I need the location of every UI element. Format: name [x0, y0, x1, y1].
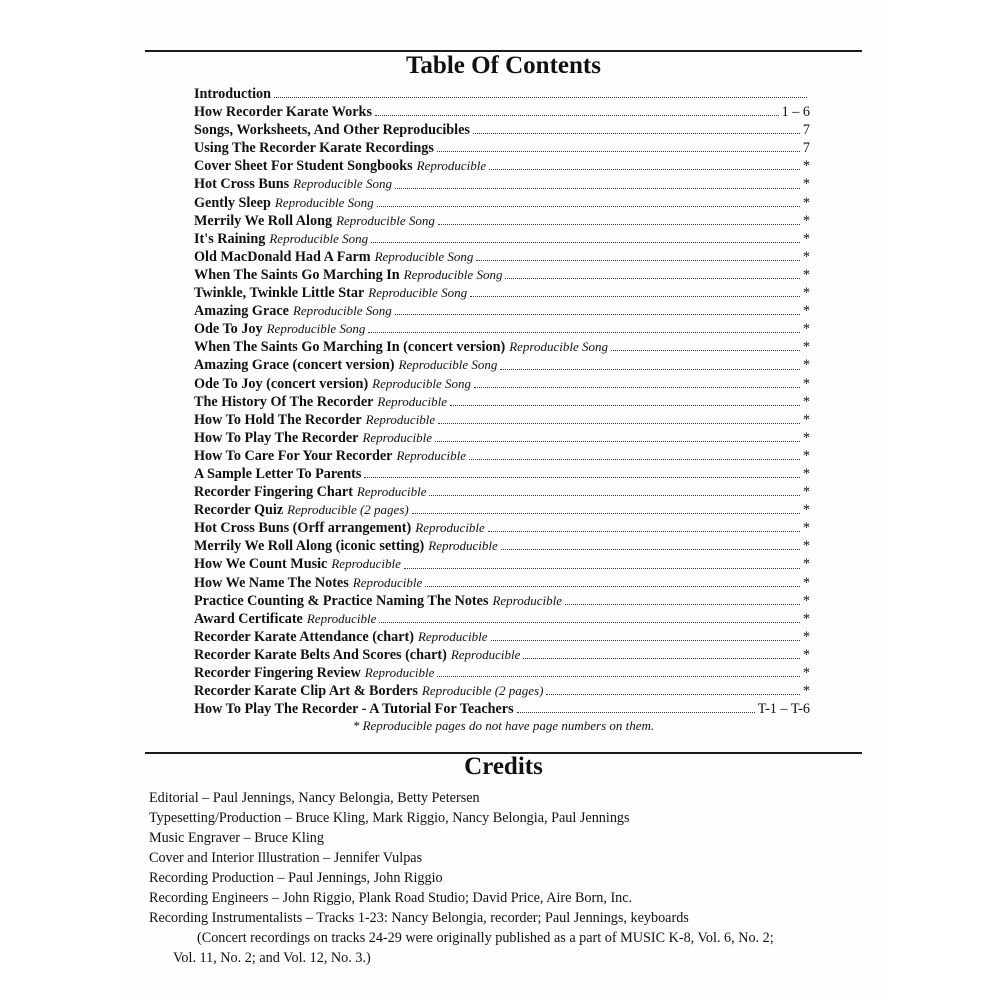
toc-entry-page: * — [802, 230, 810, 247]
toc-entry-title: How To Play The Recorder - A Tutorial For Teachers — [194, 701, 514, 718]
toc-entry-page: * — [802, 393, 810, 410]
toc-entry-title: Hot Cross Buns — [194, 176, 290, 193]
toc-entry-title: Cover Sheet For Student Songbooks — [194, 158, 413, 175]
toc-entry-title: Gently Sleep — [194, 194, 271, 211]
toc-entry-title: A Sample Letter To Parents — [194, 465, 362, 482]
toc-entry-title: How We Count Music — [194, 556, 328, 573]
dot-leader — [368, 328, 799, 333]
toc-entry-subtitle: Reproducible — [377, 393, 447, 409]
toc-entry-title: Ode To Joy — [194, 321, 263, 338]
toc-entry-page: * — [802, 158, 810, 175]
toc-entry — [194, 139, 810, 157]
toc-entry-page: * — [802, 194, 810, 211]
toc-entry-page: * — [802, 538, 810, 555]
toc-entry-page: * — [802, 248, 810, 265]
toc-entry — [194, 248, 810, 266]
toc-entry-page: 1 – 6 — [781, 104, 810, 121]
toc-entry — [194, 103, 810, 121]
toc-entry — [194, 465, 810, 483]
toc-entry-subtitle: Reproducible — [415, 520, 485, 536]
toc-entry-subtitle: Reproducible (2 pages) — [421, 683, 544, 699]
credit-role: Recording Production — [149, 870, 274, 886]
toc-entry-title: Recorder Karate Clip Art & Borders — [194, 683, 418, 700]
toc-entry — [194, 646, 810, 664]
dot-leader — [523, 654, 800, 659]
toc-entry-subtitle: Reproducible — [365, 411, 436, 427]
toc-entry — [194, 175, 810, 193]
credit-line: Recording Engineers – John Riggio, Plank Road Studio; David Price, Aire Born, Inc. — [149, 890, 633, 906]
dot-leader — [505, 274, 799, 279]
toc-entry-subtitle: Reproducible Song — [269, 230, 369, 246]
toc-entry-subtitle: Reproducible — [352, 574, 423, 590]
credit-line: Recording Instrumentalists – Tracks 1-23: Nancy Belongia, recorder; Paul Jennings, keyboards — [149, 910, 689, 926]
toc-entry-subtitle: Reproducible — [331, 556, 401, 572]
toc-entry — [194, 682, 810, 700]
dot-leader — [488, 527, 800, 532]
toc-entry — [194, 429, 810, 447]
toc-entry-page: * — [802, 556, 810, 573]
toc-entry-title: Award Certificate — [194, 610, 303, 627]
toc-entry-page: * — [802, 429, 810, 446]
credit-role: Recording Instrumentalists — [149, 910, 303, 926]
toc-entry-title: Merrily We Roll Along — [194, 212, 333, 229]
toc-entry-subtitle: Reproducible Song — [336, 212, 435, 228]
toc-entry-title: How To Care For Your Recorder — [194, 447, 393, 464]
credit-role: Editorial — [149, 790, 199, 806]
toc-entry-subtitle: Reproducible Song — [509, 339, 609, 355]
toc-entry — [194, 121, 810, 139]
credit-names: Tracks 1-23: Nancy Belongia, recorder; Paul Jennings, keyboards — [316, 910, 689, 926]
toc-entry — [194, 574, 810, 592]
credits-list — [149, 788, 864, 968]
dot-leader — [377, 202, 800, 207]
toc-entry — [194, 85, 810, 103]
toc-entry-subtitle: Reproducible Song — [368, 285, 468, 301]
toc-entry-page: * — [802, 321, 810, 338]
toc-entry-subtitle: Reproducible Song — [374, 248, 474, 264]
toc-entry-subtitle: Reproducible — [428, 538, 498, 554]
toc-entry-page: * — [802, 628, 810, 645]
toc-entry-title: How We Name The Notes — [194, 574, 349, 591]
credit-role: Music Engraver — [149, 830, 241, 846]
toc-entry-title: Merrily We Roll Along (iconic setting) — [194, 538, 425, 555]
dot-leader — [611, 346, 800, 351]
toc-entry-title: Twinkle, Twinkle Little Star — [194, 285, 365, 302]
toc-entry-page: * — [802, 610, 810, 627]
toc-entry-subtitle: Reproducible Song — [292, 303, 392, 319]
dot-leader — [489, 165, 800, 170]
dot-leader — [375, 111, 779, 116]
dot-leader — [435, 437, 800, 442]
toc-entry — [194, 320, 810, 338]
toc-entry-title: Ode To Joy (concert version) — [194, 375, 369, 392]
toc-entry-title: Old MacDonald Had A Farm — [194, 248, 371, 265]
toc-heading: Table Of Contents — [406, 52, 601, 79]
toc-entry-title: Recorder Fingering Review — [194, 665, 361, 681]
toc-entry-title: Recorder Karate Attendance (chart) — [194, 628, 414, 645]
toc-entry-title: How To Hold The Recorder — [194, 411, 362, 428]
credit-names: Jennifer Vulpas — [333, 850, 423, 866]
toc-entry — [194, 610, 810, 628]
dot-leader — [476, 256, 800, 261]
toc-entry-title: Recorder Quiz — [194, 502, 284, 519]
toc-entry-page: * — [802, 339, 810, 356]
credit-names: Paul Jennings, John Riggio — [288, 870, 443, 886]
toc-entry-title: Introduction — [194, 86, 271, 102]
toc-entry-subtitle: Reproducible — [492, 592, 563, 608]
toc-entry — [194, 447, 810, 465]
toc-entry-title: How Recorder Karate Works — [194, 104, 372, 121]
toc-entry — [194, 284, 810, 302]
toc-entry-subtitle: Reproducible Song — [398, 357, 498, 373]
toc-entry-subtitle: Reproducible Song — [293, 176, 392, 192]
credit-line: Editorial – Paul Jennings, Nancy Belongia, Betty Petersen — [149, 790, 480, 806]
toc-entry — [194, 338, 810, 356]
toc-entry — [194, 519, 810, 537]
toc-entry-subtitle: Reproducible Song — [266, 321, 366, 337]
toc-entry — [194, 555, 810, 573]
dot-leader — [500, 365, 800, 370]
toc-entry — [194, 501, 810, 519]
toc-entry-page: 7 — [802, 140, 810, 157]
toc-entry-page: * — [802, 176, 810, 193]
toc-entry — [194, 393, 810, 411]
credit-names: John Riggio, Plank Road Studio; David Price, Aire Born, Inc. — [279, 890, 633, 906]
credit-names: Paul Jennings, Nancy Belongia, Betty Petersen — [212, 790, 480, 806]
credit-names: Bruce Kling — [254, 830, 324, 846]
toc-entry-subtitle: Reproducible — [362, 429, 433, 445]
toc-entry-page: * — [802, 212, 810, 229]
dot-leader — [491, 636, 800, 641]
credit-role: Recording Engineers — [149, 890, 269, 906]
toc-entry — [194, 212, 810, 230]
toc-entry-subtitle: Reproducible Song — [403, 266, 503, 282]
toc-entry-title: Songs, Worksheets, And Other Reproducibles — [194, 122, 470, 139]
toc-entry-page: * — [802, 592, 810, 609]
dot-leader — [437, 672, 800, 677]
credits-heading: Credits — [464, 753, 543, 780]
toc-entry-page: 7 — [802, 122, 810, 139]
dot-leader — [425, 582, 800, 587]
toc-entry-page: * — [802, 574, 810, 591]
toc-entry — [194, 592, 810, 610]
toc-entry-page: * — [802, 484, 810, 501]
toc-entry-subtitle: Reproducible — [396, 447, 467, 463]
toc-entry-title: When The Saints Go Marching In (concert version) — [194, 339, 506, 356]
toc-entry — [194, 700, 810, 718]
toc-entry-title: Amazing Grace — [194, 303, 289, 320]
toc-entry-title: Recorder Fingering Chart — [194, 484, 353, 501]
credit-names: Bruce Kling, Mark Riggio, Nancy Belongia, Paul Jennings — [295, 810, 630, 826]
toc-entry-page: * — [802, 266, 810, 283]
toc-entry-title: It's Raining — [194, 230, 266, 247]
dot-leader — [395, 184, 800, 189]
toc-entry — [194, 230, 810, 248]
dot-leader — [438, 419, 800, 424]
toc-entry-subtitle: Reproducible — [356, 484, 427, 500]
dot-leader — [404, 564, 800, 569]
toc-entry — [194, 194, 810, 212]
toc-entry — [194, 375, 810, 393]
dot-leader — [437, 147, 800, 152]
toc-entry-title: Practice Counting & Practice Naming The Notes — [194, 592, 489, 609]
toc-entry-page: * — [802, 646, 810, 663]
dot-leader — [438, 220, 800, 225]
toc-entry-page: * — [802, 303, 810, 320]
dot-leader — [546, 690, 799, 695]
dot-leader — [474, 383, 800, 388]
dot-leader — [395, 310, 800, 315]
toc-entry — [194, 537, 810, 555]
toc-entry-subtitle: Reproducible — [416, 158, 487, 174]
toc-entry — [194, 157, 810, 175]
toc-entry-page: * — [802, 502, 810, 519]
toc-entry-subtitle: Reproducible — [417, 628, 488, 644]
dot-leader — [364, 473, 800, 478]
toc-entry — [194, 483, 810, 501]
dot-leader — [469, 455, 800, 460]
credit-role: Typesetting/Production — [149, 810, 282, 826]
toc-entry-title: The History Of The Recorder — [194, 393, 374, 410]
toc-entry-page: * — [802, 447, 810, 464]
toc-entry-title: How To Play The Recorder — [194, 429, 359, 446]
dot-leader — [450, 401, 800, 406]
toc-entry-title: Amazing Grace (concert version) — [194, 357, 395, 374]
credit-line: Music Engraver – Bruce Kling — [149, 830, 324, 846]
dot-leader — [565, 600, 800, 605]
toc-entry — [194, 356, 810, 374]
toc-entry-title: Using The Recorder Karate Recordings — [194, 140, 434, 157]
toc-entry-subtitle: Reproducible — [450, 646, 521, 662]
toc-entry — [194, 266, 810, 284]
toc-entry-page: * — [802, 375, 810, 392]
credit-line: Recording Production – Paul Jennings, John Riggio — [149, 870, 443, 886]
credit-line: Typesetting/Production – Bruce Kling, Mark Riggio, Nancy Belongia, Paul Jennings — [149, 810, 630, 826]
toc-entry-page: * — [802, 411, 810, 428]
dot-leader — [371, 238, 800, 243]
toc-list — [194, 85, 810, 718]
toc-entry-subtitle: Reproducible Song — [372, 375, 471, 391]
toc-entry-page: * — [802, 285, 810, 302]
toc-entry-subtitle: Reproducible (2 pages) — [287, 502, 409, 518]
dot-leader — [412, 509, 800, 514]
credit-note: Vol. 11, No. 2; and Vol. 12, No. 3.) — [173, 950, 371, 966]
credit-note: (Concert recordings on tracks 24-29 were originally published as a part of MUSIC K-8, Vol. 6, No. 2; — [197, 930, 774, 946]
credit-role: Cover and Interior Illustration — [149, 850, 320, 866]
toc-entry-subtitle: Reproducible — [364, 665, 435, 680]
dot-leader — [473, 129, 800, 134]
toc-entry — [194, 302, 810, 320]
toc-entry-page: * — [802, 357, 810, 374]
dot-leader — [274, 93, 807, 98]
toc-entry-subtitle: Reproducible Song — [274, 194, 374, 210]
toc-entry — [194, 411, 810, 429]
dot-leader — [517, 708, 755, 713]
dot-leader — [429, 491, 799, 496]
toc-entry-page: * — [802, 520, 810, 537]
dot-leader — [501, 545, 800, 550]
toc-entry — [194, 628, 810, 646]
dot-leader — [470, 292, 800, 297]
toc-entry-page: T-1 – T-6 — [757, 701, 810, 718]
toc-entry — [194, 664, 810, 682]
toc-entry-title: Hot Cross Buns (Orff arrangement) — [194, 520, 412, 537]
dot-leader — [379, 618, 799, 623]
toc-entry-title: Recorder Karate Belts And Scores (chart) — [194, 646, 447, 663]
toc-entry-title: When The Saints Go Marching In — [194, 266, 400, 283]
toc-footnote: * Reproducible pages do not have page numbers on them. — [352, 718, 655, 733]
toc-entry-subtitle: Reproducible — [306, 610, 377, 626]
toc-entry-page: * — [802, 683, 810, 700]
toc-entry-page: * — [802, 665, 810, 681]
credit-line: Cover and Interior Illustration – Jennifer Vulpas — [149, 850, 423, 866]
toc-entry-page: * — [802, 465, 810, 482]
